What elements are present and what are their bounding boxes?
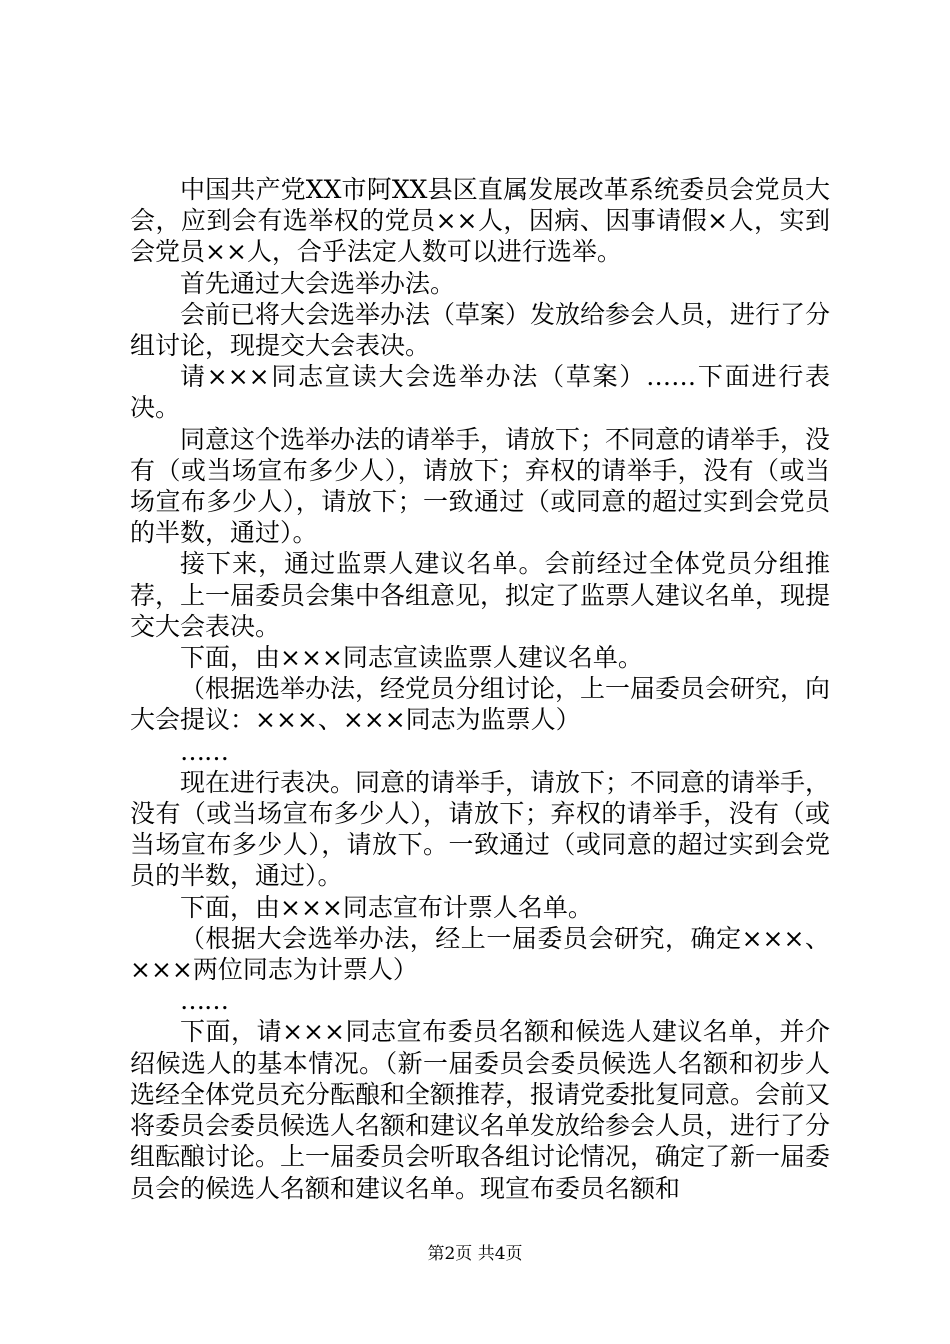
- paragraph-read-scrutineers: 下面，由×××同志宣读监票人建议名单。: [180, 643, 643, 673]
- paragraph-announce-counters: 下面，由×××同志宣布计票人名单。: [180, 892, 593, 922]
- paragraph-draft-distributed: 会前已将大会选举办法（草案）发放给参会人员，进行了分组讨论，现提交大会表决。: [130, 299, 831, 361]
- page-indicator: 第2页 共4页: [427, 1244, 523, 1264]
- paragraph-scrutineer-list: 接下来，通过监票人建议名单。会前经过全体党员分组推荐，上一届委员会集中各组意见，拟定了监票人建议名单，现提交大会表决。: [130, 549, 831, 641]
- paragraph-ellipsis: ……: [180, 986, 228, 1016]
- document-body: [130, 174, 830, 1204]
- paragraph-counter-proposal: （根据大会选举办法，经上一届委员会研究，确定×××、×××两位同志为计票人）: [130, 923, 830, 985]
- paragraph-vote-scrutineers: 现在进行表决。同意的请举手，请放下；不同意的请举手，没有（或当场宣布多少人），请放下；弃权的请举手，没有（或当场宣布多少人），请放下。一致通过（或同意的超过实到会党员的半数，通过）。: [130, 767, 831, 891]
- paragraph-vote-method: 同意这个选举办法的请举手，请放下；不同意的请举手，没有（或当场宣布多少人），请放下；弃权的请举手，没有（或当场宣布多少人），请放下；一致通过（或同意的超过实到会党员的半数，通过）。: [130, 424, 831, 548]
- paragraph-attendance: 中国共产党XX市阿XX县区直属发展改革系统委员会党员大会，应到会有选举权的党员××人，因病、因事请假×人，实到会党员××人，合乎法定人数可以进行选举。: [130, 175, 830, 267]
- paragraph-scrutineer-proposal: （根据选举办法，经党员分组讨论，上一届委员会研究，向大会提议：×××、×××同志为监票人）: [130, 674, 831, 735]
- page-footer: [0, 1244, 950, 1264]
- paragraph-candidate-list: 下面，请×××同志宣布委员名额和候选人建议名单，并介绍候选人的基本情况。（新一届委员会委员候选人名额和初步人选经全体党员充分酝酿和全额推荐，报请党委批复同意。会前又将委员会委员候选人名额和建议名单发放给参会人员，进行了分组酝酿讨论。上一届委员会听取各组讨论情况，确定了新一届委员会的候选人名额和建议名单。现宣布委员名额和: [130, 1017, 831, 1203]
- paragraph-read-draft: 请×××同志宣读大会选举办法（草案）……下面进行表决。: [130, 362, 830, 423]
- paragraph-adopt-method: 首先通过大会选举办法。: [180, 268, 456, 298]
- paragraph-ellipsis: ……: [180, 736, 228, 766]
